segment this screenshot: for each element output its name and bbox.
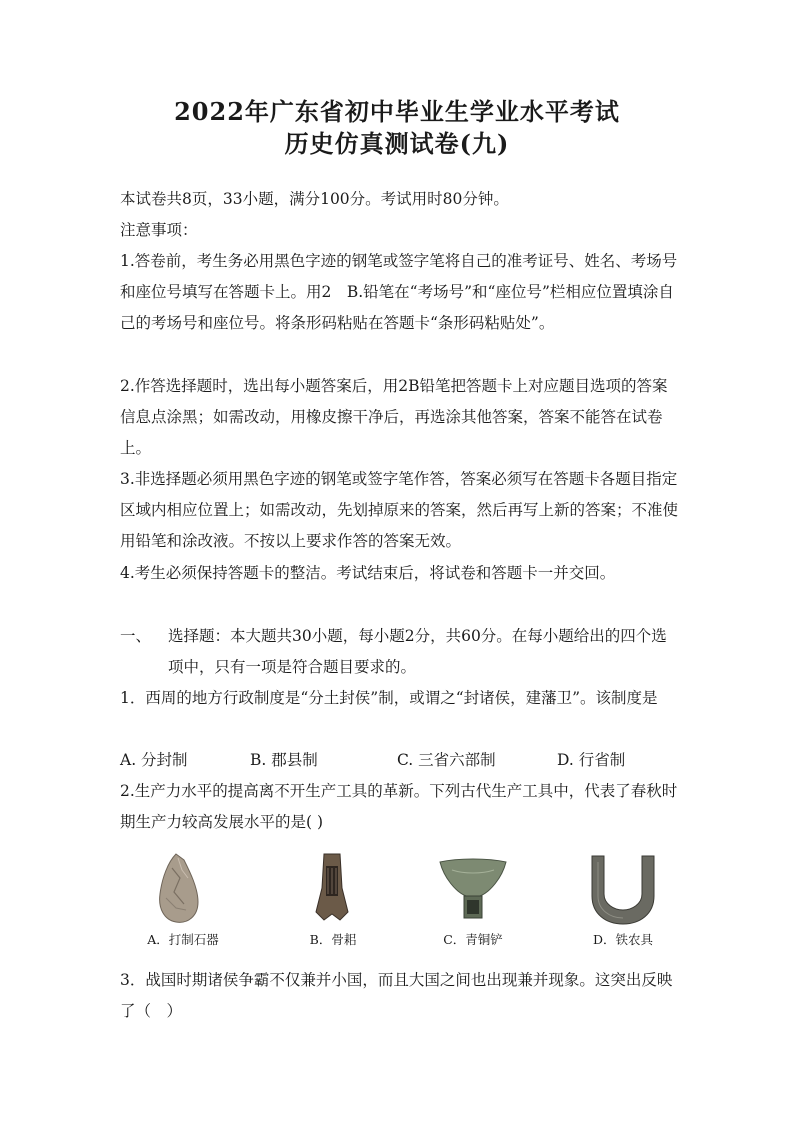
figure-caption-c: C．青铜铲 — [443, 932, 503, 947]
option-d: D. 行省制 — [557, 751, 626, 769]
figure-caption-a: A．打制石器 — [147, 932, 219, 947]
stone-tool-image — [128, 848, 238, 928]
question-2-figures — [120, 848, 680, 948]
notice-item-1: 1.答卷前，考生务必用黑色字迹的钢笔或签字笔将自己的准考证号、姓名、考场号和座位号填写在答题卡上。用2 B.铅笔在“考场号”和“座位号”栏相应位置填涂自己的考场号和座位号。将条形码粘贴在答题卡“条形码粘贴处”。 — [120, 252, 678, 333]
exam-subtitle: 历史仿真测试卷(九) — [284, 129, 510, 158]
figure-bone-spade — [278, 848, 388, 948]
intro-text: 本试卷共8页，33小题，满分100分。考试用时80分钟。 — [120, 190, 509, 208]
notice-item-3: 3.非选择题必须用黑色字迹的钢笔或签字笔作答，答案必须写在答题卡各题目指定区域内相应位置上；如需改动，先划掉原来的答案，然后再写上新的答案；不准使用铅笔和涂改液。不按以上要求作答的答案无效。 — [120, 470, 679, 551]
question-2: 2.生产力水平的提高离不开生产工具的革新。下列古代生产工具中，代表了春秋时期生产力较高发展水平的是( ) — [120, 782, 678, 832]
section-instructions: 选择题：本大题共30小题，每小题2分，共60分。在每小题给出的四个选项中，只有一项是符合题目要求的。 — [168, 627, 667, 676]
bone-spade-image — [278, 848, 388, 928]
question-3: 3．战国时期诸侯争霸不仅兼并小国，而且大国之间也出现兼并现象。这突出反映了（ ） — [120, 971, 673, 1021]
bronze-shovel-image — [418, 848, 528, 928]
notice-heading: 注意事项： — [120, 221, 198, 239]
notice-item-2: 2.作答选择题时，选出每小题答案后，用2B铅笔把答题卡上对应题目选项的答案信息点涂黑；如需改动，用橡皮擦干净后，再选涂其他答案，答案不能答在试卷上。 — [120, 377, 668, 458]
question-1-options — [120, 745, 680, 776]
figure-iron-tool — [568, 848, 678, 948]
figure-stone-tool — [128, 848, 238, 948]
section-number: 一、 — [120, 627, 152, 645]
figure-caption-d: D．铁农具 — [592, 932, 654, 947]
option-a: A. 分封制 — [120, 751, 188, 769]
option-c: C. 三省六部制 — [397, 751, 496, 769]
option-b: B. 郡县制 — [250, 751, 318, 769]
iron-tool-image — [568, 848, 678, 928]
notice-item-4: 4.考生必须保持答题卡的整洁。考试结束后，将试卷和答题卡一并交回。 — [120, 564, 616, 582]
exam-title: 2022年广东省初中毕业生学业水平考试 — [174, 97, 620, 126]
question-1: 1．西周的地方行政制度是“分土封侯”制，或谓之“封诸侯，建藩卫”。该制度是 — [120, 689, 658, 707]
figure-bronze-shovel — [418, 848, 528, 948]
figure-caption-b: B．骨耜 — [309, 932, 357, 947]
